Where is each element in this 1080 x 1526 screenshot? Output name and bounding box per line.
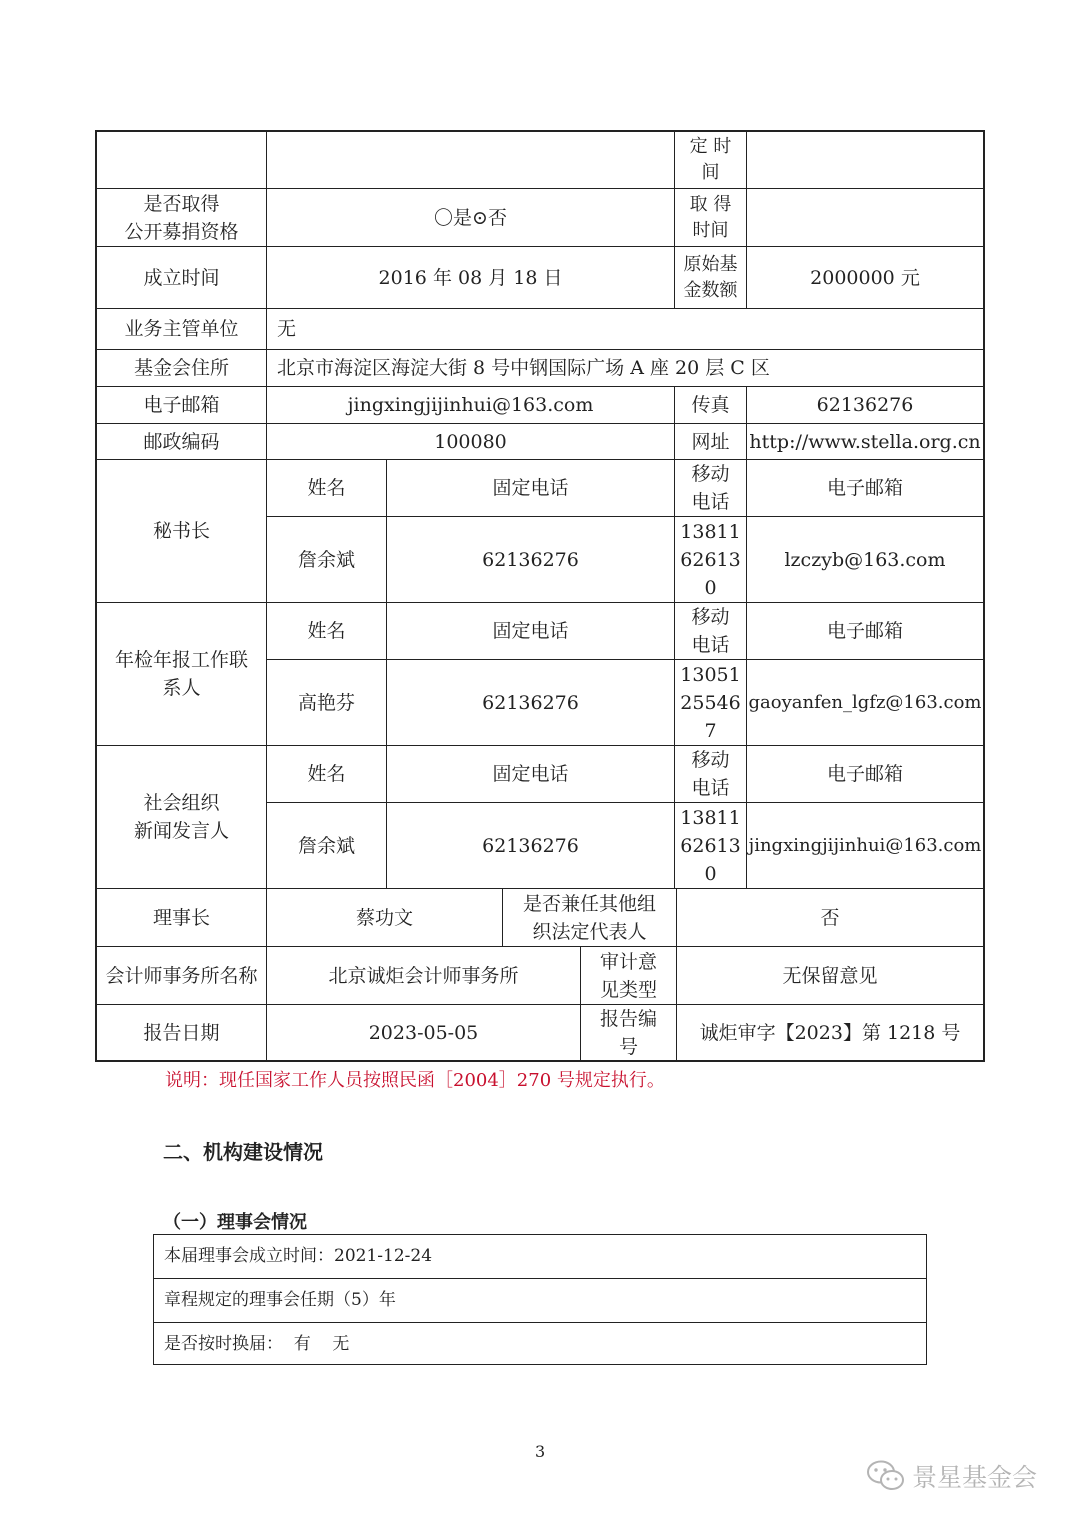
header-phone: 固定电话 xyxy=(387,746,675,803)
chairman-label: 理事长 xyxy=(97,889,267,947)
header-mobile: 移动 电话 xyxy=(675,460,747,517)
contact-mobile: 13811 62613 0 xyxy=(675,803,747,889)
audit-opinion-label: 审计意 见类型 xyxy=(581,947,677,1005)
concurrent-rep-label: 是否兼任其他组 织法定代表人 xyxy=(503,889,677,947)
supervisor-label: 业务主管单位 xyxy=(97,309,267,350)
header-name: 姓名 xyxy=(267,746,387,803)
contact-email: gaoyanfen_lgfz@163.com xyxy=(747,660,983,746)
postcode-label: 邮政编码 xyxy=(97,424,267,460)
header-name: 姓名 xyxy=(267,460,387,517)
watermark-text: 景星基金会 xyxy=(912,1463,1038,1492)
fax-value: 62136276 xyxy=(747,387,983,424)
founded-date-value: 2016 年 08 月 18 日 xyxy=(267,247,675,309)
header-email: 电子邮箱 xyxy=(747,746,983,803)
header-mobile: 移动 电话 xyxy=(675,603,747,660)
note-text: 说明：现任国家工作人员按照民函［2004］270 号规定执行。 xyxy=(165,1070,665,1091)
cell-empty xyxy=(97,132,267,189)
founded-date-label: 成立时间 xyxy=(97,247,267,309)
header-email: 电子邮箱 xyxy=(747,603,983,660)
contact-phone: 62136276 xyxy=(387,660,675,746)
board-info-table xyxy=(153,1234,927,1365)
address-value: 北京市海淀区海淀大街 8 号中钢国际广场 A 座 20 层 C 区 xyxy=(267,350,983,387)
original-fund-label: 原始基 金数额 xyxy=(675,247,747,309)
header-mobile: 移动 电话 xyxy=(675,746,747,803)
accounting-firm-label: 会计师事务所名称 xyxy=(97,947,267,1005)
contact-name: 高艳芬 xyxy=(267,660,387,746)
public-fundraising-radio: 〇是⊙否 xyxy=(267,189,675,247)
subsection-title: （一）理事会情况 xyxy=(163,1212,307,1233)
obtain-time-value xyxy=(747,189,983,247)
header-name: 姓名 xyxy=(267,603,387,660)
email-label: 电子邮箱 xyxy=(97,387,267,424)
contact-phone: 62136276 xyxy=(387,517,675,603)
section-title: 二、机构建设情况 xyxy=(163,1140,323,1164)
contact-role: 秘书长 xyxy=(97,460,267,603)
original-fund-value: 2000000 元 xyxy=(747,247,983,309)
contact-email: lzczyb@163.com xyxy=(747,517,983,603)
report-number-label: 报告编 号 xyxy=(581,1005,677,1060)
foundation-info-table xyxy=(95,130,985,1062)
report-number-value: 诚炬审字【2023】第 1218 号 xyxy=(699,1021,961,1044)
supervisor-value: 无 xyxy=(267,309,983,350)
board-row: 章程规定的理事会任期（5）年 xyxy=(154,1279,926,1323)
contact-phone: 62136276 xyxy=(387,803,675,889)
page-number: 3 xyxy=(535,1442,546,1461)
fax-label: 传真 xyxy=(675,387,747,424)
header-email: 电子邮箱 xyxy=(747,460,983,517)
cell-empty xyxy=(267,132,675,189)
wechat-icon xyxy=(866,1459,906,1493)
contact-role: 年检年报工作联 系人 xyxy=(97,603,267,746)
board-row: 是否按时换届： 有 无 xyxy=(164,1334,350,1354)
contact-name: 詹余斌 xyxy=(267,803,387,889)
contact-name: 詹余斌 xyxy=(267,517,387,603)
contact-role: 社会组织 新闻发言人 xyxy=(97,746,267,889)
audit-opinion-value: 无保留意见 xyxy=(677,947,983,1005)
board-row: 本届理事会成立时间：2021-12-24 xyxy=(154,1235,926,1279)
public-fundraising-label: 是否取得 公开募捐资格 xyxy=(97,189,267,247)
chairman-value: 蔡功文 xyxy=(267,889,503,947)
header-phone: 固定电话 xyxy=(387,603,675,660)
report-date-label: 报告日期 xyxy=(97,1005,267,1060)
contact-mobile: 13811 62613 0 xyxy=(675,517,747,603)
header-phone: 固定电话 xyxy=(387,460,675,517)
website-value: http://www.stella.org.cn xyxy=(747,424,983,460)
report-date-value: 2023-05-05 xyxy=(267,1005,581,1060)
cell-empty xyxy=(747,132,983,189)
cell-time-label: 定 时 间 xyxy=(675,132,747,189)
watermark xyxy=(866,1458,1037,1494)
contact-mobile: 13051 25546 7 xyxy=(675,660,747,746)
website-label: 网址 xyxy=(675,424,747,460)
contact-email: jingxingjijinhui@163.com xyxy=(747,803,983,889)
accounting-firm-value: 北京诚炬会计师事务所 xyxy=(267,947,581,1005)
email-value: jingxingjijinhui@163.com xyxy=(267,387,675,424)
concurrent-rep-value: 否 xyxy=(677,889,983,947)
address-label: 基金会住所 xyxy=(97,350,267,387)
obtain-time-label: 取 得 时间 xyxy=(675,189,747,247)
postcode-value: 100080 xyxy=(267,424,675,460)
